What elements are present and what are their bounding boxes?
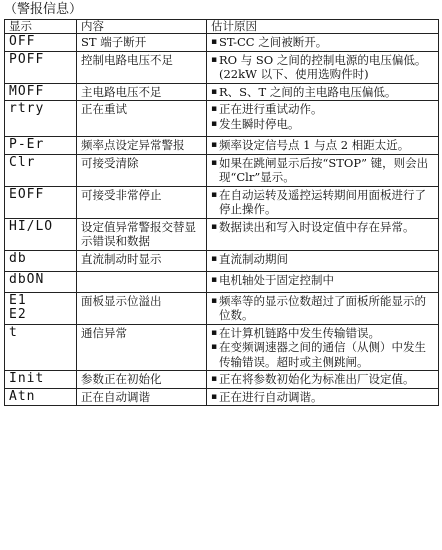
table-row <box>5 371 439 389</box>
cause-item: ▪ 正在将参数初始化为标准出厂设定值。 <box>211 372 434 387</box>
table-row <box>5 186 439 218</box>
cause-item: ▪ 发生瞬时停电。 <box>211 117 434 132</box>
display-code-cell <box>5 250 77 271</box>
cause-item: ▪ 频率等的显示位数超过了面板所能显示的位数。 <box>211 294 434 323</box>
content-cell: 控制电路电压不足 <box>77 51 207 83</box>
display-code: E2 <box>9 306 27 322</box>
content-cell: 正在自动调谐 <box>77 388 207 406</box>
table-row <box>5 388 439 406</box>
cause-cell <box>207 154 439 186</box>
table-header <box>5 20 439 34</box>
display-code: t <box>9 324 18 340</box>
cause-cell <box>207 34 439 52</box>
table-row <box>5 83 439 101</box>
cause-cell <box>207 371 439 389</box>
content-cell: ST 端子断开 <box>77 34 207 52</box>
cause-item: ▪ 在自动运转及遥控运转期间用面板进行了停止操作。 <box>211 188 434 217</box>
table-row <box>5 324 439 371</box>
display-code: E1 <box>9 292 27 308</box>
content-cell: 直流制动时显示 <box>77 250 207 271</box>
cause-cell <box>207 388 439 406</box>
cause-cell <box>207 218 439 250</box>
cause-item: ▪ 直流制动期间 <box>211 252 434 267</box>
header-display: 显示 <box>5 20 77 34</box>
cause-cell <box>207 83 439 101</box>
cause-item: ▪ 在变频调速器之间的通信（从侧）中发生传输错误。超时或主侧跳闸。 <box>211 340 434 369</box>
table-row <box>5 250 439 271</box>
content-cell: 频率点设定异常警报 <box>77 137 207 155</box>
cause-cell <box>207 186 439 218</box>
display-code-cell <box>5 292 77 324</box>
cause-item: ▪ 在计算机链路中发生传输错误。 <box>211 326 434 341</box>
table-row <box>5 292 439 324</box>
cause-item: ▪ 频率设定信号点 1 与点 2 相距太近。 <box>211 138 434 153</box>
cause-item: ▪ 正在进行重试动作。 <box>211 102 434 117</box>
content-cell: 可接受非常停止 <box>77 186 207 218</box>
display-code-cell <box>5 388 77 406</box>
content-cell <box>77 271 207 292</box>
alarm-table <box>4 19 439 406</box>
display-code-cell <box>5 324 77 371</box>
display-code-cell <box>5 186 77 218</box>
cause-cell <box>207 324 439 371</box>
display-code-cell <box>5 154 77 186</box>
cause-cell <box>207 137 439 155</box>
display-code: Atn <box>9 388 36 404</box>
table-row <box>5 101 439 137</box>
cause-cell <box>207 51 439 83</box>
content-cell: 主电路电压不足 <box>77 83 207 101</box>
content-cell: 正在重试 <box>77 101 207 137</box>
display-code: HI/LO <box>9 218 54 234</box>
display-code-cell <box>5 34 77 52</box>
cause-item: ▪ 正在进行自动调谐。 <box>211 390 434 405</box>
table-row <box>5 154 439 186</box>
display-code-cell <box>5 101 77 137</box>
display-code-cell <box>5 83 77 101</box>
content-cell: 参数正在初始化 <box>77 371 207 389</box>
display-code-cell <box>5 271 77 292</box>
header-cause: 估计原因 <box>207 20 439 34</box>
cause-item: ▪ RO 与 SO 之间的控制电源的电压偏低。(22kW 以下、使用选购件时) <box>211 53 434 82</box>
display-code: EOFF <box>9 186 45 202</box>
cause-cell <box>207 292 439 324</box>
table-row <box>5 271 439 292</box>
content-cell: 通信异常 <box>77 324 207 371</box>
display-code: POFF <box>9 51 45 67</box>
cause-item: ▪ ST-CC 之间被断开。 <box>211 35 434 50</box>
display-code: MOFF <box>9 83 45 99</box>
cause-item: ▪ 如果在跳闸显示后按“STOP” 键，则会出现“Clr”显示。 <box>211 156 434 185</box>
cause-cell <box>207 250 439 271</box>
cause-cell <box>207 101 439 137</box>
display-code: Init <box>9 371 45 386</box>
page-title: （警报信息） <box>4 2 83 17</box>
table-row <box>5 137 439 155</box>
cause-item: ▪ R、S、T 之间的主电路电压偏低。 <box>211 85 434 100</box>
cause-item: ▪ 电机轴处于固定控制中 <box>211 273 434 288</box>
display-code: db <box>9 250 27 266</box>
table-row <box>5 51 439 83</box>
table-row <box>5 218 439 250</box>
display-code-cell <box>5 371 77 389</box>
display-code: Clr <box>9 154 36 170</box>
display-code: P-Er <box>9 137 45 152</box>
cause-cell <box>207 271 439 292</box>
content-cell: 设定值异常警报交替显示错误和数据 <box>77 218 207 250</box>
content-cell: 面板显示位溢出 <box>77 292 207 324</box>
content-cell: 可接受清除 <box>77 154 207 186</box>
display-code: OFF <box>9 34 36 49</box>
table-row <box>5 34 439 52</box>
display-code-cell <box>5 218 77 250</box>
display-code: dbON <box>9 271 45 287</box>
display-code-cell <box>5 137 77 155</box>
header-content: 内容 <box>77 20 207 34</box>
display-code-cell <box>5 51 77 83</box>
cause-item: ▪ 数据读出和写入时设定值中存在异常。 <box>211 220 434 235</box>
display-code: rtry <box>9 101 45 116</box>
